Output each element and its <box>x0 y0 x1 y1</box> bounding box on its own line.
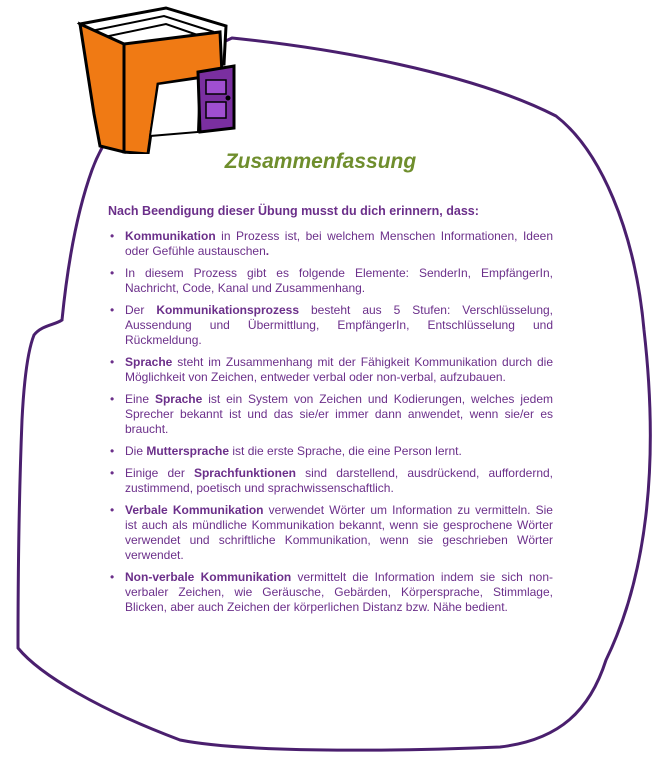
folder-door-icon <box>74 4 242 154</box>
page-title <box>0 150 661 174</box>
bold-term: Kommunikation <box>125 229 216 243</box>
bold-term: Verbale Kommunikation <box>125 503 264 517</box>
item-text: Eine <box>125 392 155 406</box>
bullet-icon: • <box>110 570 115 584</box>
item-text: ist die erste Sprache, die eine Person lernt. <box>229 444 462 458</box>
bullet-icon: • <box>110 355 115 369</box>
bullet-icon: • <box>110 303 115 317</box>
item-text: in Prozess ist, bei welchem Menschen Informationen, Ideen oder Gefühle austauschen <box>125 229 553 258</box>
bullet-icon: • <box>110 466 115 480</box>
bold-term: Sprache <box>125 355 173 369</box>
list-item <box>108 303 553 348</box>
bold-term: Sprachfunktionen <box>193 466 296 480</box>
item-text: sind darstellend, ausdrückend, auffordernd, zustimmend, poetisch und sprachwissenschaftlich. <box>125 466 553 495</box>
bullet-icon: • <box>110 392 115 406</box>
item-text: Einige der <box>125 466 194 480</box>
item-text: steht im Zusammenhang mit der Fähigkeit Kommunikation durch die Möglichkeit von Zeichen, entweder verbal oder non-verbal, aufzubauen. <box>125 355 553 384</box>
summary-list <box>108 229 553 622</box>
list-item <box>108 229 553 259</box>
bold-term: Non-verbale Kommunikation <box>125 570 292 584</box>
item-text: In diesem Prozess gibt es folgende Elemente: SenderIn, EmpfängerIn, Nachricht, Code, Kanal und Zusammenhang. <box>125 266 553 295</box>
bold-term: . <box>265 244 270 258</box>
bold-term: Muttersprache <box>146 444 230 458</box>
item-text: verwendet Wörter um Information zu vermitteln. Sie ist auch als mündliche Kommunikation bekannt, wenn sie gesprochene Wörter verwendet und schriftliche Kommunikation, wenn sie geschrieben Wörter verwendet. <box>125 503 553 562</box>
list-item <box>108 355 553 385</box>
item-text: ist ein System von Zeichen und Kodierungen, welches jedem Sprecher bekannt ist und das sie/er immer dann anwendet, wenn sie/er es braucht. <box>125 392 554 436</box>
item-text: besteht aus 5 Stufen: Verschlüsselung, Aussendung und Übermittlung, EmpfängerIn, Entschlüsselung und Rückmeldung. <box>125 303 553 347</box>
list-item <box>108 266 553 296</box>
list-item <box>108 466 553 496</box>
bold-term: Kommunikationsprozess <box>156 303 300 317</box>
bullet-icon: • <box>110 444 115 458</box>
intro-text: Nach Beendigung dieser Übung musst du dich erinnern, dass: <box>108 204 479 218</box>
list-item <box>108 570 553 615</box>
bold-term: Sprache <box>154 392 203 406</box>
list-item <box>108 392 553 437</box>
list-item <box>108 444 553 459</box>
bullet-icon: • <box>110 229 115 243</box>
item-text: Die <box>125 444 147 458</box>
title-text: Zusammenfassung <box>224 150 417 173</box>
bullet-icon: • <box>110 266 115 280</box>
bullet-icon: • <box>110 503 115 517</box>
item-text: Der <box>125 303 157 317</box>
item-text: vermittelt die Information indem sie sich non-verbaler Zeichen, wie Geräusche, Gebärden, Körpersprache, Stimmlage, Blicken, aber auch Zeichen der körperlichen Distanz bzw. Nähe bedient. <box>125 570 554 614</box>
list-item <box>108 503 553 563</box>
